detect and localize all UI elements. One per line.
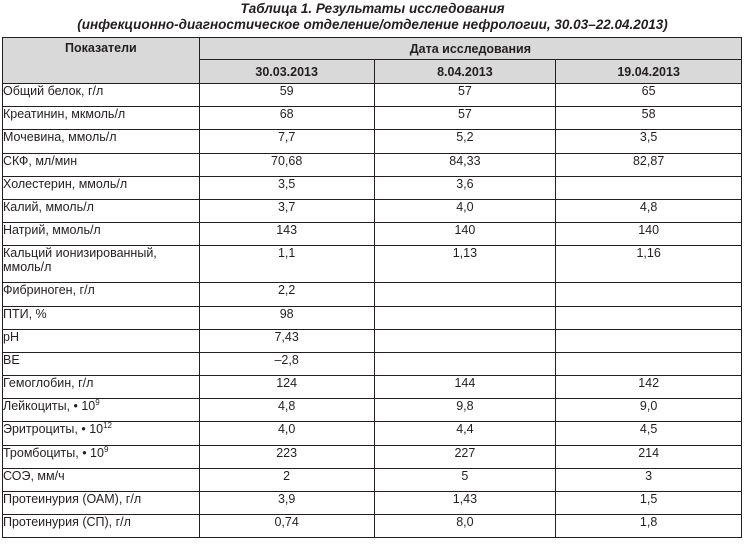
header-date-2: 8.04.2013 [374,60,556,84]
value-cell [374,306,556,329]
row-label-text: Эритроциты, • 10 [3,422,104,437]
row-label [3,107,200,130]
value-cell: 1,13 [374,246,556,283]
value-cell: 143 [199,223,374,246]
value-cell: 5,2 [374,130,556,153]
table-row [3,176,742,199]
value-cell: 57 [374,84,556,107]
value-cell: 82,87 [556,153,742,176]
row-label [3,422,200,445]
value-cell: 2,2 [199,283,374,306]
value-cell [556,329,742,352]
table-row [3,329,742,352]
row-label [3,223,200,246]
value-cell: 98 [199,306,374,329]
row-label-text: BE [3,352,20,367]
row-label [3,130,200,153]
header-date-3: 19.04.2013 [556,60,742,84]
row-label [3,176,200,199]
row-label [3,445,200,468]
row-label-text: Тромбоциты, • 10 [3,445,104,460]
value-cell: 4,8 [556,199,742,222]
value-cell: 124 [199,376,374,399]
table-row [3,445,742,468]
row-label-text: Лейкоциты, • 10 [3,399,96,414]
row-label-text: Общий белок, г/л [3,84,104,98]
header-date-1: 30.03.2013 [199,60,374,84]
row-label [3,376,200,399]
table-row [3,107,742,130]
value-cell: 65 [556,84,742,107]
value-cell: 70,68 [199,153,374,176]
table-row [3,153,742,176]
value-cell: 144 [374,376,556,399]
table-row [3,352,742,375]
row-label [3,84,200,107]
value-cell: 3,5 [199,176,374,199]
row-label-text: Протеинурия (ОАМ), г/л [3,492,142,506]
value-cell: 1,1 [199,246,374,283]
row-label [3,399,200,422]
value-cell: 4,0 [199,422,374,445]
row-label [3,306,200,329]
table-row [3,84,742,107]
row-label-text: СКФ, мл/мин [3,153,78,168]
value-cell: 4,8 [199,399,374,422]
table-body [3,84,742,538]
value-cell: 68 [199,107,374,130]
table-row [3,223,742,246]
row-label [3,515,200,538]
value-cell [374,352,556,375]
table-row [3,515,742,538]
unit-exponent: 9 [103,444,109,454]
value-cell [556,283,742,306]
value-cell: 3 [556,468,742,491]
row-label-text: Протеинурия (СП), г/л [3,515,131,530]
row-label [3,492,200,515]
table-row [3,246,742,283]
header-indicators: Показатели [3,38,200,84]
row-label [3,246,200,283]
table-row [3,283,742,306]
results-table [2,37,742,538]
unit-exponent: 12 [103,421,113,431]
value-cell: 3,7 [199,199,374,222]
row-label [3,468,200,491]
value-cell [556,176,742,199]
value-cell: 4,0 [374,199,556,222]
value-cell: 84,33 [374,153,556,176]
value-cell [556,306,742,329]
row-label-text: Креатинин, мкмоль/л [3,107,126,122]
value-cell: 140 [374,223,556,246]
value-cell [374,329,556,352]
table-row [3,422,742,445]
header-date-group: Дата исследования [199,38,741,60]
table-row [3,468,742,491]
row-label [3,199,200,222]
row-label-text: pH [3,329,19,344]
value-cell: 214 [556,445,742,468]
value-cell: 227 [374,445,556,468]
value-cell: –2,8 [199,352,374,375]
value-cell: 3,5 [556,130,742,153]
table-row [3,199,742,222]
value-cell: 4,5 [556,422,742,445]
row-label [3,352,200,375]
value-cell [374,283,556,306]
value-cell: 0,74 [199,515,374,538]
caption-title: Таблица 1. Результаты исследования [240,1,505,16]
row-label [3,283,200,306]
value-cell: 59 [199,84,374,107]
row-label-text: СОЭ, мм/ч [3,468,65,483]
value-cell: 1,43 [374,492,556,515]
value-cell: 140 [556,223,742,246]
row-label-text: Калий, ммоль/л [3,199,94,214]
row-label-text: Гемоглобин, г/л [3,376,94,391]
value-cell: 9,8 [374,399,556,422]
value-cell: 4,4 [374,422,556,445]
value-cell: 5 [374,468,556,491]
value-cell: 7,43 [199,329,374,352]
table-caption [0,0,745,33]
value-cell: 7,7 [199,130,374,153]
unit-exponent: 9 [95,398,100,408]
value-cell: 1,5 [556,492,742,515]
value-cell: 1,16 [556,246,742,283]
table-row [3,130,742,153]
value-cell: 223 [199,445,374,468]
row-label [3,329,200,352]
value-cell: 9,0 [556,399,742,422]
row-label-text: Натрий, ммоль/л [3,223,101,238]
value-cell: 142 [556,376,742,399]
value-cell: 1,8 [556,515,742,538]
value-cell [556,352,742,375]
value-cell: 3,6 [374,176,556,199]
row-label-text: Кальций ионизированный, ммоль/л [3,246,157,275]
value-cell: 3,9 [199,492,374,515]
row-label-text: Мочевина, ммоль/л [3,130,117,145]
table-row [3,399,742,422]
value-cell: 58 [556,107,742,130]
row-label-text: Холестерин, ммоль/л [3,176,128,191]
row-label-text: ПТИ, % [3,306,47,321]
value-cell: 57 [374,107,556,130]
row-label [3,153,200,176]
value-cell: 2 [199,468,374,491]
caption-subtitle: (инфекционно-диагностическое отделение/отделение нефрологии, 30.03–22.04.2013) [77,17,668,32]
table-row [3,492,742,515]
value-cell: 8,0 [374,515,556,538]
table-row [3,376,742,399]
row-label-text: Фибриноген, г/л [3,283,95,298]
table-row [3,306,742,329]
